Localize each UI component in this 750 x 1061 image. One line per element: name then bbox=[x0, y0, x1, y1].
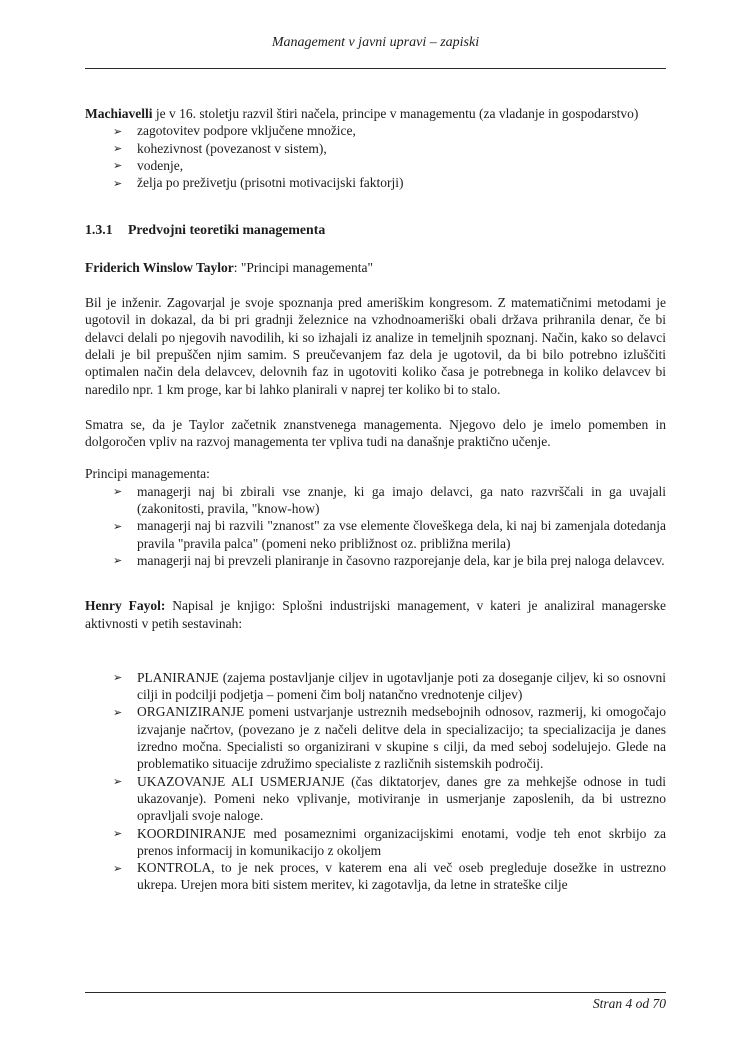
heading-number: 1.3.1 bbox=[85, 222, 113, 238]
machiavelli-rest: je v 16. stoletju razvil štiri načela, principe v managementu (za vladanje in gospodarstvo) bbox=[152, 106, 639, 121]
taylor-paragraph-2: Smatra se, da je Taylor začetnik znanstvenega managementa. Njegovo delo je imelo pomemben in dolgoročen vpliv na razvoj managementa ter vpliva tudi na današnje praktično učenje. bbox=[85, 416, 666, 450]
arrow-bullet-icon: ➢ bbox=[113, 827, 123, 840]
page-number: Stran 4 od 70 bbox=[592, 996, 666, 1011]
bullet-text: vodenje, bbox=[137, 157, 184, 173]
bullet-text: ORGANIZIRANJE pomeni ustvarjanje ustreznih medsebojnih odnosov, razmerij, ki omogočajo izvajanje načrtov, (povezano je z načeli delitve dela in specializacijo; ta specializacija je danes izredno močna. Specialisti so organizirani v skupine s cilji, da med seboj sodelujejo. Glede na problematiko situacije združimo specialiste z različnih sistemskih področij. bbox=[137, 704, 666, 772]
bullet-text: kohezivnost (povezanost v sistem), bbox=[137, 140, 327, 156]
page-header-title: Management v javni upravi – zapiski bbox=[271, 35, 480, 50]
taylor-title-paragraph bbox=[85, 259, 666, 276]
header-rule bbox=[85, 68, 666, 69]
bullet-text: zagotovitev podpore vključene množice, bbox=[137, 123, 356, 139]
heading-title: Predvojni teoretiki managementa bbox=[128, 222, 326, 238]
taylor-paragraph-1: Bil je inženir. Zagovarjal je svoje spoznanja pred ameriškim kongresom. Z matematičnimi metodami je ugotovil in dokazal, da bi pri gradnji železnice na vzhodnoameriški obali država prihranila denar, če bi delavci delali po njegovih navodilih, ki so izhajali iz analize in temeljnih spoznanj. Način, kako so delavci delali je bil prepuščen njim samim. S preučevanjem faz dela je ugotovil, da bi bilo potrebno izluščiti optimalen način dela delavcev, delovnih faz in ugotoviti koliko časa je potrebnega in koliko delavcev bi naredilo npr. 1 km proge, kar bi lahko planirali v naprej ter koliko bi to stalo. bbox=[85, 295, 666, 397]
bullet-text: KOORDINIRANJE med posameznimi organizacijskimi enotami, vodje teh enot skrbijo za prenos informacij in komunikacijo z okoljem bbox=[137, 825, 666, 858]
list-item bbox=[85, 703, 666, 772]
list-item bbox=[85, 773, 666, 825]
principles-label: Principi managementa: bbox=[85, 466, 210, 482]
footer-rule bbox=[85, 992, 666, 993]
list-item bbox=[85, 859, 666, 894]
fayol-lead: Henry Fayol: bbox=[85, 598, 166, 614]
list-item bbox=[85, 669, 666, 704]
arrow-bullet-icon: ➢ bbox=[113, 705, 123, 719]
list-item bbox=[85, 174, 666, 191]
bullet-text: želja po preživetju (prisotni motivacijski faktorji) bbox=[137, 175, 404, 191]
bullet-text: UKAZOVANJE ALI USMERJANJE (čas diktatorjev, danes gre za mehkejše odnose in tudi ukazovanje). Pomeni neko vplivanje, motiviranje in usmerjanje zaposlenih, da bi ustrezno opravljali svoje naloge. bbox=[137, 773, 666, 824]
arrow-bullet-icon: ➢ bbox=[113, 775, 123, 789]
machiavelli-list bbox=[85, 122, 666, 191]
section-heading bbox=[85, 221, 666, 238]
taylor-title-rest: : "Principi managementa" bbox=[233, 259, 374, 275]
arrow-bullet-icon: ➢ bbox=[113, 176, 123, 190]
taylor-lead: Friderich Winslow Taylor bbox=[85, 259, 234, 275]
machiavelli-lead: Machiavelli bbox=[85, 106, 153, 121]
bullet-text: KONTROLA, to je nek proces, v katerem ena ali več oseb pregleduje dosežke in ustrezno ukrepa. Urejen mora biti sistem meritev, ki zagotavlja, da letne in strateške cilje bbox=[137, 860, 666, 893]
list-item bbox=[85, 483, 666, 518]
arrow-bullet-icon: ➢ bbox=[113, 519, 123, 533]
taylor-principles-list bbox=[85, 483, 666, 569]
arrow-bullet-icon: ➢ bbox=[113, 124, 123, 138]
fayol-activities-list bbox=[85, 669, 666, 894]
bullet-text: managerji naj bi prevzeli planiranje in časovno razporejanje dela, kar je bila prej naloga delavcev. bbox=[137, 552, 665, 568]
bullet-text: PLANIRANJE (zajema postavljanje ciljev in ugotavljanje poti za doseganje ciljev, ki so osnovni cilji in podcilji podjetja – pomeni čim bolj natančno vrednotenje ciljev) bbox=[137, 669, 666, 703]
list-item bbox=[85, 157, 666, 174]
arrow-bullet-icon: ➢ bbox=[113, 671, 123, 685]
list-item bbox=[85, 552, 666, 569]
arrow-bullet-icon: ➢ bbox=[113, 485, 123, 499]
page-footer bbox=[85, 992, 666, 1013]
bullet-text: managerji naj bi zbirali vse znanje, ki ga imajo delavci, ga nato razvrščali in ga uvajali (zakonitosti, pravila, "know-how) bbox=[137, 483, 666, 517]
machiavelli-paragraph bbox=[85, 105, 666, 122]
list-item bbox=[85, 825, 666, 860]
fayol-rest: Napisal je knjigo: Splošni industrijski management, v kateri je analiziral managerske aktivnosti v petih sestavinah: bbox=[85, 598, 666, 631]
bullet-text: managerji naj bi razvili "znanost" za vse elemente človeškega dela, ki naj bi zamenjala dotedanja pravila "pravila palca" (pomeni neko približnost oz. približna merila) bbox=[137, 518, 666, 551]
list-item bbox=[85, 122, 666, 139]
fayol-paragraph bbox=[85, 597, 666, 632]
arrow-bullet-icon: ➢ bbox=[113, 159, 123, 173]
list-item bbox=[85, 140, 666, 157]
document-content bbox=[85, 105, 666, 894]
arrow-bullet-icon: ➢ bbox=[113, 142, 123, 156]
arrow-bullet-icon: ➢ bbox=[113, 554, 123, 568]
arrow-bullet-icon: ➢ bbox=[113, 861, 123, 875]
list-item bbox=[85, 517, 666, 552]
